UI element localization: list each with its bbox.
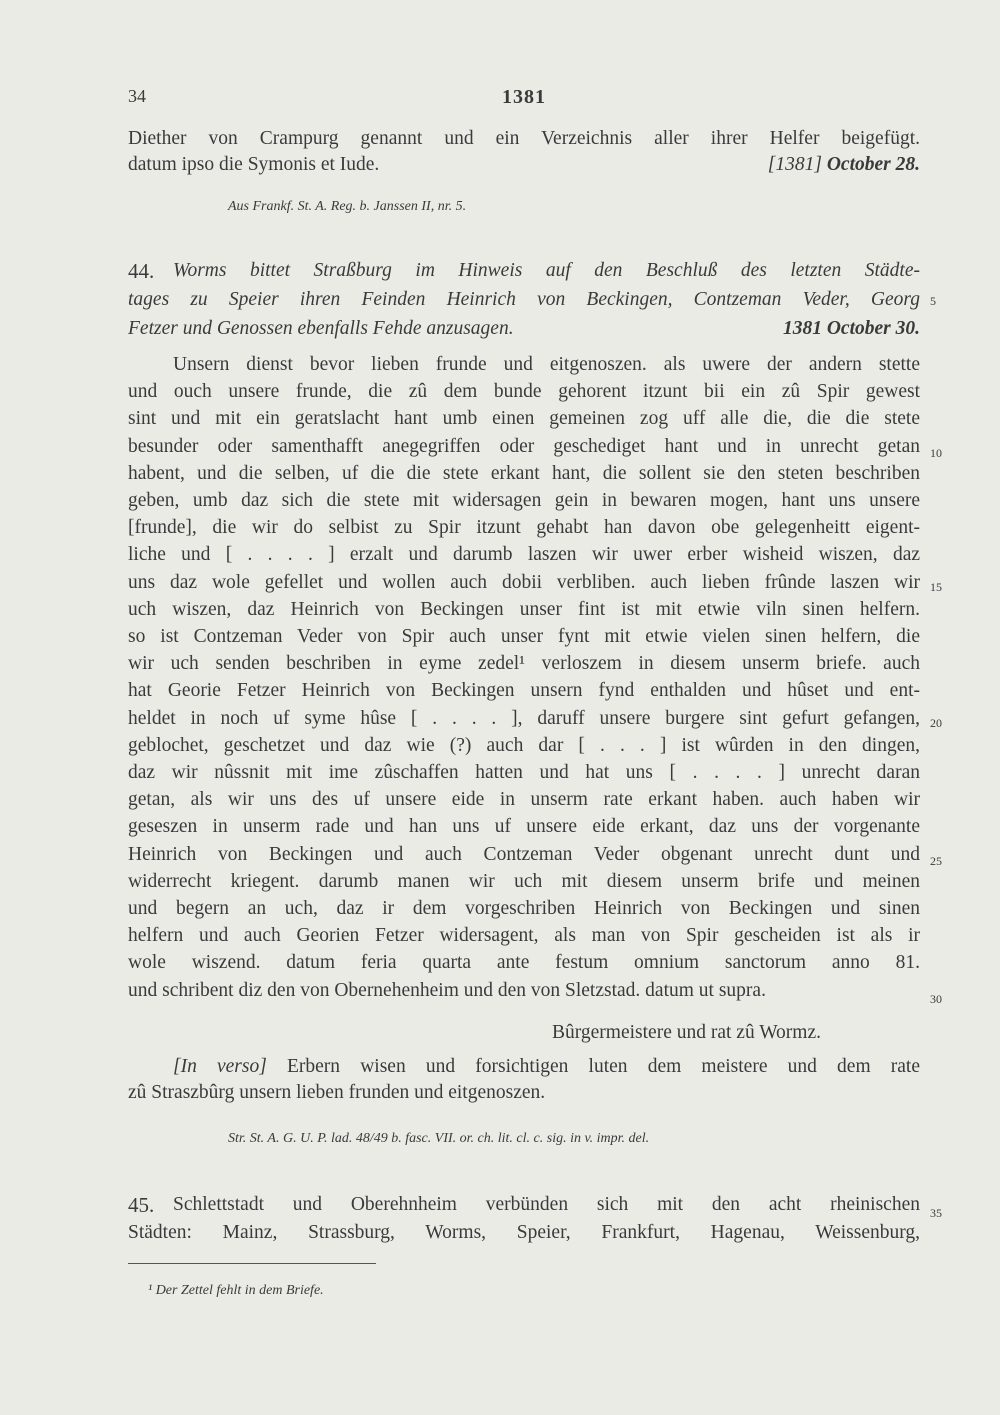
- verso-address: [In verso] Erbern wisen und forsichtigen luten dem meistere und dem rate: [173, 1056, 920, 1077]
- body-line: [frunde], die wir do selbist zu Spir itzunt gehabt han davon obe gelegenheitt eigent-: [128, 517, 920, 539]
- verso-label: [In verso]: [173, 1056, 267, 1077]
- body-line: geben, umb daz sich die stete mit widersagen gein in bewaren mogen, hant uns unsere: [128, 490, 920, 511]
- body-line: getan, als wir uns des uf unsere eide in unserm rate erkant haben. auch haben wir: [128, 789, 920, 811]
- entry-number: 44.: [128, 259, 155, 283]
- body-line: wole wiszend. datum feria quarta ante festum omnium sanctorum anno 81.: [128, 952, 920, 974]
- source-citation: Aus Frankf. St. A. Reg. b. Janssen II, nr. 5.: [228, 199, 467, 214]
- dating-clause: datum ipso die Symonis et Iude.: [128, 154, 380, 175]
- body-line: Heinrich von Beckingen und auch Contzeman Veder obgenant unrecht dunt und: [128, 843, 920, 865]
- body-line: besunder oder samenthafft anegegriffen oder geschediget hant und in unrecht getan: [128, 435, 920, 457]
- text-line: Diether von Crampurg genannt und ein Verzeichnis aller ihrer Helfer beigefügt.: [128, 128, 920, 149]
- line-number: 25: [930, 854, 942, 868]
- page-number: 34: [128, 86, 146, 106]
- body-line: sint und mit ein geratslacht hant umb einen gemeinen zog uff alle die, die die stete: [128, 408, 920, 430]
- source-citation: Str. St. A. G. U. P. lad. 48/49 b. fasc. VII. or. ch. lit. cl. c. sig. in v. impr. del.: [228, 1131, 650, 1146]
- signature: Bûrgermeistere und rat zû Wormz.: [552, 1022, 822, 1043]
- body-line: und begern an uch, daz ir dem vorgeschriben Heinrich von Beckingen und sinen: [128, 898, 920, 919]
- body-line: Unsern dienst bevor lieben frunde und eitgenoszen. als uwere der andern stette: [173, 354, 920, 375]
- body-line: geseszen in unserm rade und han uns uf unsere eide erkant, daz uns der vorgenante: [128, 816, 920, 838]
- regest-line: tages zu Speier ihren Feinden Heinrich von Beckingen, Contzeman Veder, Georg: [128, 289, 920, 310]
- body-line: daz wir nûssnit mit ime zûschaffen hatten und hat uns [ . . . . ] unrecht daran: [128, 762, 920, 783]
- body-line: uch wiszen, daz Heinrich von Beckingen unser fint ist mit etwie viln sinen helfern.: [128, 598, 920, 620]
- verso-address: zû Straszbûrg unsern lieben frunden und eitgenoszen.: [128, 1082, 546, 1103]
- body-line: geblochet, geschetzet und daz wie (?) auch dar [ . . . ] ist wûrden in den dingen,: [128, 734, 920, 756]
- running-header: [128, 86, 920, 116]
- line-number: 35: [930, 1206, 942, 1220]
- footnote-divider: [128, 1263, 376, 1264]
- body-line: und ouch unsere frunde, die zû dem bunde gehorent itzunt bii ein zû Spir gewest: [128, 381, 920, 403]
- header-year: 1381: [502, 86, 546, 108]
- body-line: uns daz wole gefellet und wollen auch dobii verbliben. auch lieben frûnde laszen wir: [128, 571, 920, 593]
- footnote: ¹ Der Zettel fehlt in dem Briefe.: [148, 1283, 324, 1298]
- line-number: 10: [930, 446, 942, 460]
- body-line: habent, und die selben, uf die die stete erkant hant, die sollent sie den steten beschriben: [128, 462, 920, 484]
- body-line: widerrecht kriegent. darumb manen wir uch mit diesem unserm brife und meinen: [128, 870, 920, 892]
- body-line: und schribent diz den von Obernehenheim und den von Sletzstad. datum ut supra.: [128, 979, 766, 1001]
- entry-date: 1381 October 30.: [782, 318, 920, 339]
- line-number: 5: [930, 294, 936, 308]
- line-number: 20: [930, 716, 942, 730]
- regest-line: Fetzer und Genossen ebenfalls Fehde anzusagen. 1381 October 30.: [128, 316, 920, 342]
- body-line: wir uch senden beschriben in eyme zedel¹ verloszem in diesem unserm briefe. auch: [128, 653, 920, 675]
- line-number: 30: [930, 992, 942, 1006]
- body-line: liche und [ . . . . ] erzalt und darumb laszen wir uwer erber wisheid wiszen, daz: [128, 544, 920, 566]
- body-line: helfern und auch Georien Fetzer widersagent, als man von Spir gescheiden ist als ir: [128, 925, 920, 947]
- body-line: so ist Contzeman Veder von Spir auch unser fynt mit etwie vielen sinen helfern, die: [128, 626, 920, 647]
- regest-line: 44. Worms bittet Straßburg im Hinweis auf den Beschluß des letzten Städte-: [128, 259, 920, 283]
- body-line: heldet in noch uf syme hûse [ . . . . ], daruff unsere burgere sint gefurt gefangen,: [128, 707, 920, 729]
- line-number: 15: [930, 580, 942, 594]
- regest-line: Städten: Mainz, Strassburg, Worms, Speier, Frankfurt, Hagenau, Weissenburg,: [128, 1222, 920, 1243]
- text-line: [128, 152, 920, 178]
- entry-number: 45.: [128, 1193, 155, 1217]
- regest-line: 45. Schlettstadt und Oberehnheim verbünden sich mit den acht rheinischen: [128, 1193, 920, 1217]
- body-line: hat Georie Fetzer Heinrich von Beckingen unsern fynd enthalden und hûset und ent-: [128, 680, 920, 702]
- entry-date: [1381] October 28.: [767, 154, 920, 175]
